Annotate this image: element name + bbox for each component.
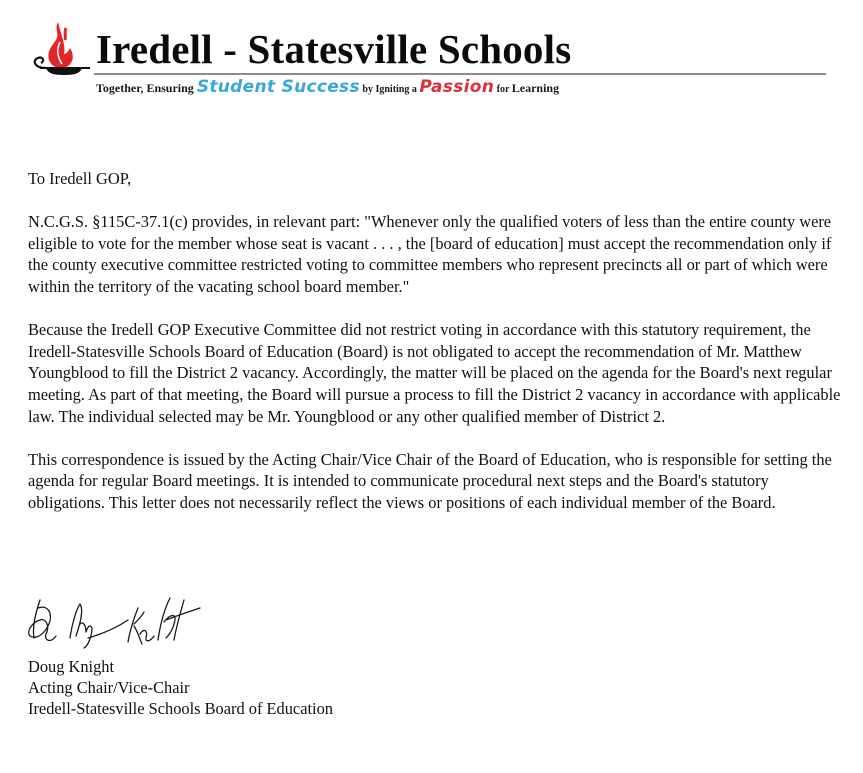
flame-lamp-icon: [30, 18, 100, 78]
signer-name: Doug Knight: [28, 657, 115, 676]
salutation: To Iredell GOP,: [28, 169, 132, 188]
handwritten-signature-icon: [24, 590, 204, 652]
tagline-part3: Learning: [511, 81, 560, 95]
letterhead: [0, 0, 863, 110]
org-name: Iredell - Statesville Schools: [96, 26, 572, 72]
tagline-passion: Passion: [419, 77, 495, 97]
signer-title: Acting Chair/Vice-Chair: [28, 678, 190, 697]
tagline-part2-small: a: [411, 84, 420, 95]
paragraph-disclaimer: This correspondence is issued by the Acting Chair/Vice Chair of the Board of Education, who is responsible for setting the agenda for regular Board meetings. It is intended to communicate procedural next steps and the Board's statutory obligations. This letter does not necessarily reflect the views or positions of each individual member of the Board.: [28, 449, 832, 512]
paragraph-statute: N.C.G.S. §115C-37.1(c) provides, in relevant part: "Whenever only the qualified voters of less than the entire county were eligible to vote for the member whose seat is vacant . . . , the [board of education] must accept the recommendation only if the county executive committee restricted voting to committee members who represent precincts all or part of which were within the territory of the vacating school board member.": [28, 212, 832, 296]
letterhead-rule: [94, 73, 826, 75]
tagline: [96, 76, 559, 101]
signature-block: [28, 656, 333, 719]
tagline-part3-small: for: [494, 84, 512, 95]
paragraph-decision: Because the Iredell GOP Executive Committee did not restrict voting in accordance with this statutory requirement, the Iredell-Statesville Schools Board of Education (Board) is not obligated to accept the recommendation of Mr. Matthew Youngblood to fill the District 2 vacancy. Accordingly, the matter will be placed on the agenda for the Board's next regular meeting. As part of that meeting, the Board will pursue a process to fill the District 2 vacancy in accordance with applicable law. The individual selected may be Mr. Youngblood or any other qualified member of District 2.: [28, 320, 841, 426]
tagline-part1: Together, Ensuring: [96, 81, 197, 95]
tagline-student-success: Student Success: [196, 77, 360, 97]
tagline-part2: by Igniting: [359, 84, 412, 95]
signer-organization: Iredell-Statesville Schools Board of Education: [28, 699, 333, 718]
letter-body: [28, 168, 848, 535]
